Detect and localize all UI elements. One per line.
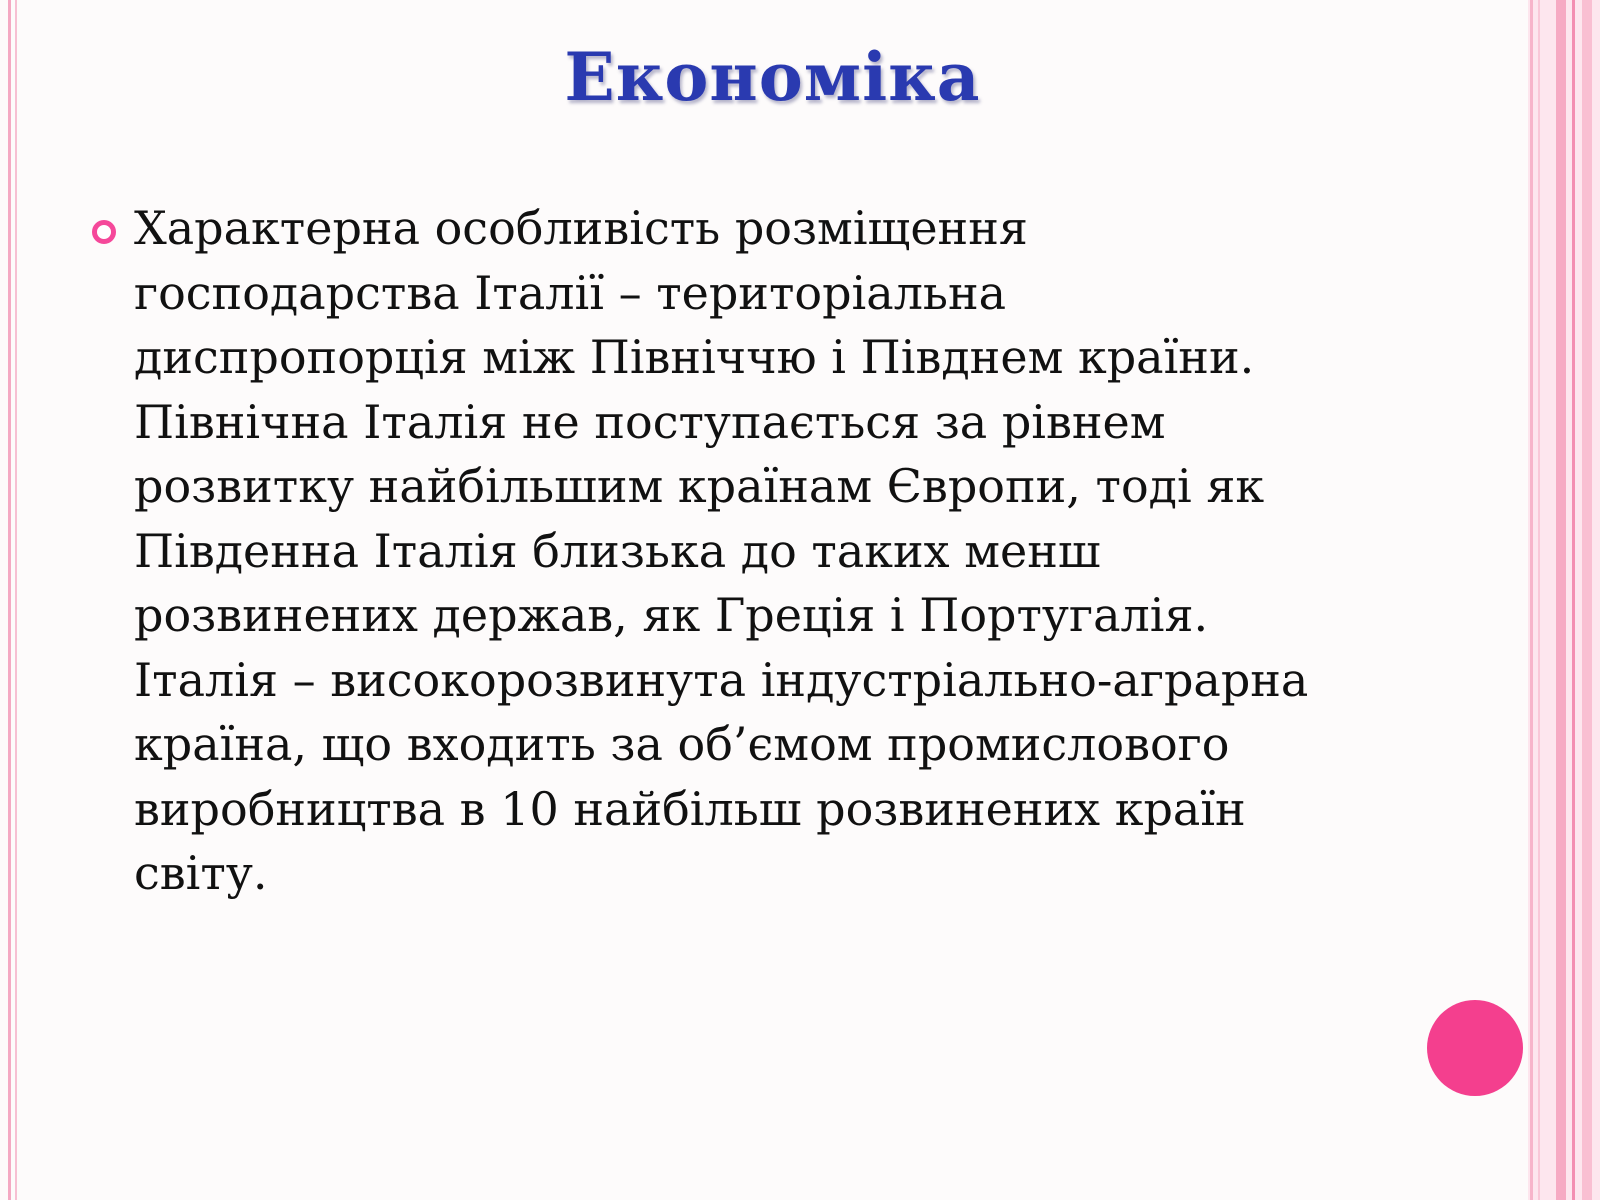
bullet-list	[92, 196, 1352, 906]
ring-bullet-icon	[92, 220, 116, 244]
bullet-text: Характерна особливість розміщення господарства Італії – територіальна диспропорція між Північчю і Півднем країни. Північна Італія не поступається за рівнем розвитку найбільшим країнам Європи, тоді як Південна Італія близька до таких менш розвинених держав, як Греція і Португалія. Італія – високорозвинута індустріально-аграрна країна, що входить за об’ємом промислового виробництва в 10 найбільш розвинених країн світу.	[134, 201, 1309, 900]
right-stripe	[1530, 0, 1533, 1200]
right-stripe	[1582, 0, 1592, 1200]
pink-dot-decoration	[1427, 1000, 1523, 1096]
slide-title: Економіка	[564, 38, 981, 116]
right-stripe	[1556, 0, 1566, 1200]
left-border-line-inner	[15, 0, 17, 1200]
right-stripe	[1572, 0, 1575, 1200]
left-border-line	[8, 0, 11, 1200]
bullet-item	[92, 196, 1352, 906]
right-stripe	[1538, 0, 1540, 1200]
